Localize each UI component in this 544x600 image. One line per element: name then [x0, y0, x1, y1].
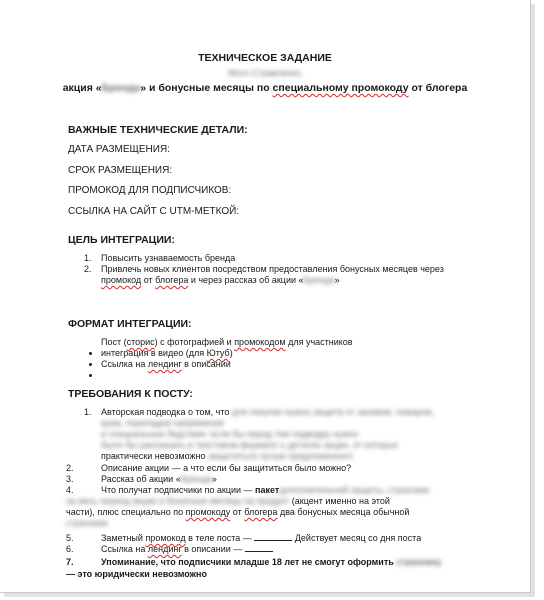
req-1-line-3 [101, 429, 358, 439]
req-3-blurred: Бренда [180, 474, 212, 484]
req-3-text: Рассказ об акции « [101, 474, 181, 484]
subtitle-suffix: от блогера [408, 82, 468, 94]
document-title: ТЕХНИЧЕСКОЕ ЗАДАНИЕ [198, 52, 332, 64]
format-item-2-a: интеграция в видео (для [101, 348, 207, 358]
format-youtube-word: Ютуб [206, 348, 230, 358]
goal-item-2-number: 2. [84, 264, 92, 274]
req-4-promocode-word: промокоду [185, 507, 231, 517]
req-4-blurred-1: дополнительной защиты, страховки [279, 485, 430, 495]
format-item-2 [101, 348, 233, 358]
subtitle-prefix: акция « [62, 82, 102, 94]
subtitle-blurred-brand: Бренда [101, 82, 141, 94]
format-promocode-word: промокодом [234, 337, 286, 347]
requirements-heading: ТРЕБОВАНИЯ К ПОСТУ: [68, 388, 193, 400]
goal-blogger-word: блогера [155, 275, 189, 285]
details-line-duration: СРОК РАЗМЕЩЕНИЯ: [68, 165, 173, 176]
goal-heading: ЦЕЛЬ ИНТЕГРАЦИИ: [68, 234, 175, 246]
req-2-number: 2. [66, 463, 74, 473]
format-item-3-a: Ссылка на [101, 359, 148, 369]
req-7-text: Упоминание, что подписчики младше 18 лет не смогут оформить [101, 557, 397, 567]
req-4-accent: (акцент именно на этой [289, 496, 390, 506]
req-4-line-3 [66, 507, 409, 517]
req-1-blurred-2: краж, перепадов напряжения [101, 418, 224, 428]
format-landing-word: лендинг [147, 359, 182, 369]
format-item-3 [101, 359, 231, 369]
req-6-blank-line [245, 551, 273, 552]
req-1-blurred-3: и специальные бедствия: если бы перед тем подводку нужно [101, 429, 359, 439]
req-3 [101, 474, 217, 484]
req-4-blogger-word: блогера [244, 507, 278, 517]
req-5 [101, 533, 421, 543]
req-3-end: » [211, 474, 217, 484]
req-4-number: 4. [66, 485, 74, 495]
details-line-promocode: ПРОМОКОД ДЛЯ ПОДПИСЧИКОВ: [68, 185, 232, 196]
req-7-line-1 [101, 557, 442, 567]
format-item-1 [101, 337, 353, 347]
req-4-text-2: части), плюс специально по [66, 507, 186, 517]
req-4-package-word: пакет [255, 485, 280, 495]
format-bullet-3 [89, 364, 92, 382]
req-5-number: 5. [66, 533, 74, 543]
brand-name-blurred: Мого Стравлинос [228, 68, 302, 78]
brand-name [0, 68, 530, 78]
req-4-line-1 [101, 485, 430, 495]
req-6 [101, 544, 273, 554]
goal-item-2-rest: и через рассказ об акции « [188, 275, 304, 285]
req-6-text: Ссылка на [101, 544, 148, 554]
goal-item-2-line-2 [101, 275, 340, 285]
req-6-number: 6. [66, 544, 74, 554]
req-5-blank-line [254, 540, 292, 541]
req-1-blurred-4: было бы рассказать в текстовом формате о деталях акции, от которых [101, 440, 399, 450]
req-1-blurred-1: для покупки нужна защита от заливов, пожаров, [231, 407, 435, 417]
req-1-number: 1. [84, 407, 92, 417]
req-5-text-2: в теле поста — [185, 533, 255, 543]
req-1-line-5 [101, 451, 353, 461]
req-4-text-3: от [230, 507, 245, 517]
req-6-text-2: в описании — [181, 544, 245, 554]
details-line-date: ДАТА РАЗМЕЩЕНИЯ: [68, 144, 170, 155]
format-item-1-c: для участников [285, 337, 353, 347]
details-line-link: ССЫЛКА НА САЙТ С UTM-МЕТКОЙ: [68, 206, 240, 217]
req-4-text: Что получат подписчики по акции — [101, 485, 256, 495]
subtitle-middle: » и бонусные месяцы по [140, 82, 273, 94]
format-item-1-b: ) с фотографией и [154, 337, 235, 347]
req-1-blurred-5: защититься лучше предложенного [208, 451, 353, 461]
req-5-text: Заметный [101, 533, 146, 543]
goal-item-1: Повысить узнаваемость бренда [101, 253, 236, 263]
req-4-line-2 [66, 496, 390, 506]
req-1-text-end: практически невозможно [101, 451, 209, 461]
format-item-3-b: в описании [181, 359, 231, 369]
goal-item-2-text: от [141, 275, 156, 285]
goal-item-1-number: 1. [84, 253, 92, 263]
format-stories-word: сторис [126, 337, 155, 347]
document-subtitle [0, 82, 530, 94]
details-heading: ВАЖНЫЕ ТЕХНИЧЕСКИЕ ДЕТАЛИ: [68, 124, 248, 136]
req-4-blurred-2: на весь период акции и бонусные месяцы на продукт [66, 496, 290, 506]
req-3-number: 3. [66, 474, 74, 484]
format-item-2-b: ) [229, 348, 233, 358]
req-5-promocode-word: промокод [145, 533, 186, 543]
goal-blurred-brand: Бренда [303, 275, 335, 285]
req-4-text-4: два бонусных месяца обычной [277, 507, 410, 517]
req-5-text-3: Действует месяц со дня поста [292, 533, 422, 543]
format-heading: ФОРМАТ ИНТЕГРАЦИИ: [68, 318, 192, 330]
goal-promocode-word: промокод [101, 275, 142, 285]
req-7-blurred: страховку [396, 557, 442, 567]
goal-item-2-line-1: Привлечь новых клиентов посредством предоставления бонусных месяцев через [101, 264, 444, 274]
req-1-line-2 [101, 418, 224, 428]
req-2: Описание акции — а что если бы защититься было можно? [101, 463, 352, 473]
req-6-landing-word: лендинг [147, 544, 182, 554]
req-1-line-4 [101, 440, 398, 450]
req-1-line-1 [101, 407, 434, 417]
subtitle-promo-text: специальному промокоду [272, 82, 409, 94]
req-4-blurred-3: страховки [66, 518, 108, 528]
req-7-line-2: — это юридически невозможно [66, 569, 207, 579]
req-1-text: Авторская подводка о том, что [101, 407, 232, 417]
req-7-number: 7. [66, 557, 74, 567]
format-item-1-a: Пост ( [101, 337, 127, 347]
req-4-line-4 [66, 518, 108, 528]
goal-item-2-end: » [334, 275, 340, 285]
